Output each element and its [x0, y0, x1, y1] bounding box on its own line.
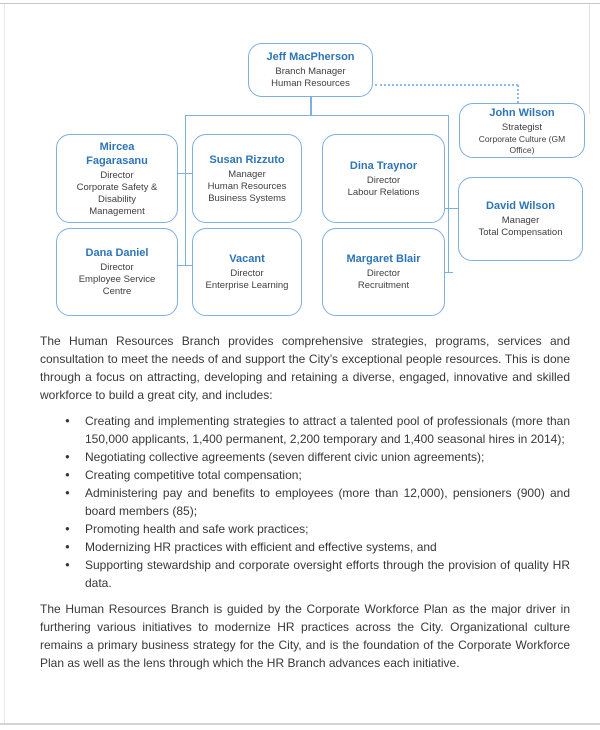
- bullet-icon: [65, 484, 85, 520]
- org-node-dana-daniel: [56, 228, 178, 316]
- connector-left-vertical-line: [185, 115, 187, 266]
- person-unit: Corporate Safety & Disability Management: [76, 181, 158, 217]
- person-role: Manager: [228, 168, 266, 180]
- org-node-vacant: [192, 228, 302, 316]
- bullet-text: Promoting health and safe work practices;: [85, 522, 309, 536]
- person-name: Dana Daniel: [85, 247, 149, 259]
- person-role: Manager: [501, 215, 540, 226]
- bullet-icon: [65, 556, 85, 592]
- person-name: Vacant: [229, 253, 265, 265]
- person-name: Jeff MacPherson: [266, 51, 355, 63]
- org-node-david-wilson: [458, 177, 583, 261]
- person-role: Director: [366, 268, 401, 279]
- connector-dotted-vertical-line: [517, 85, 519, 103]
- person-role: Director: [100, 262, 134, 273]
- person-name: Susan Rizzuto: [209, 153, 285, 166]
- person-role: Strategist: [501, 122, 543, 133]
- person-unit: Recruitment: [357, 280, 410, 291]
- person-name: David Wilson: [486, 200, 555, 212]
- bullet-icon: [65, 412, 85, 448]
- person-unit: Labour Relations: [347, 186, 420, 198]
- org-node-susan-rizzuto: [192, 134, 302, 223]
- bullet-text: Supporting stewardship and corporate oversight efforts through the provision of quality HR data.: [85, 558, 570, 590]
- bullet-text: Creating and implementing strategies to attract a talented pool of professionals (more than 150,000 applicants, 1,400 permanent, 2,200 temporary and 1,400 seasonal hires in 2014);: [85, 414, 570, 446]
- person-unit: Enterprise Learning: [205, 280, 289, 291]
- org-chart: [0, 0, 600, 330]
- bullet-text: Creating competitive total compensation;: [85, 468, 302, 482]
- person-role: Director: [100, 169, 134, 181]
- bullet-item: [40, 520, 570, 538]
- connector-dotted-horizontal-line: [375, 84, 518, 86]
- connector-dana-vacant-line: [178, 265, 193, 267]
- document-body: [40, 332, 570, 672]
- person-unit: Total Compensation: [478, 227, 563, 238]
- org-node-dina-traynor: [322, 134, 445, 223]
- bullet-item: [40, 412, 570, 448]
- connector-horizontal-bus-line: [185, 115, 449, 117]
- connector-right-vertical-line: [448, 115, 450, 273]
- connector-mircea-susan-line: [178, 173, 193, 175]
- bullet-icon: [65, 448, 85, 466]
- bullet-icon: [65, 520, 85, 538]
- bullet-icon: [65, 538, 85, 556]
- bullet-icon: [65, 466, 85, 484]
- person-name: Margaret Blair: [346, 253, 421, 265]
- person-role: Branch Manager: [275, 66, 346, 77]
- person-role: Director: [366, 174, 401, 186]
- person-unit: Human Resources Business Systems: [207, 180, 287, 204]
- bullet-list: [40, 412, 570, 592]
- page-bottom-border: [0, 723, 600, 725]
- body-paragraph-1: The Human Resources Branch provides comprehensive strategies, programs, services and consultation to meet the needs of and support the City’s exceptional people resources. This is done through a focus on attracting, developing and retaining a diverse, engaged, innovative and skilled workforce to build a great city, and includes:: [40, 334, 570, 402]
- org-node-mircea-fagarasanu: [56, 134, 178, 223]
- person-role: Director: [230, 268, 264, 279]
- bullet-item: [40, 448, 570, 466]
- bullet-item: [40, 484, 570, 520]
- person-name: Dina Traynor: [349, 159, 418, 172]
- bullet-item: [40, 556, 570, 592]
- person-name: Mircea Fagarasanu: [86, 140, 148, 167]
- bullet-item: [40, 538, 570, 556]
- org-node-jeff-macpherson: [248, 43, 373, 97]
- person-name: John Wilson: [489, 107, 555, 119]
- bullet-text: Administering pay and benefits to employees (more than 12,000), pensioners (900) and board members (85);: [85, 486, 570, 518]
- person-unit: Human Resources: [271, 78, 350, 89]
- org-node-john-wilson: [459, 103, 585, 158]
- person-unit: Employee Service Centre: [78, 274, 156, 297]
- org-node-margaret-blair: [322, 228, 445, 316]
- person-unit: Corporate Culture (GM Office): [478, 134, 566, 155]
- body-paragraph-2: The Human Resources Branch is guided by the Corporate Workforce Plan as the major driver in furthering various initiatives to modernize HR practices across the City. Organizational culture remains a primary business strategy for the City, and is the foundation of the Corporate Workforce Plan as well as the lens through which the HR Branch advances each initiative.: [40, 602, 570, 670]
- connector-jeff-down-line: [310, 97, 312, 115]
- bullet-text: Negotiating collective agreements (seven different civic union agreements);: [85, 450, 485, 464]
- bullet-item: [40, 466, 570, 484]
- bullet-text: Modernizing HR practices with efficient and effective systems, and: [85, 540, 437, 554]
